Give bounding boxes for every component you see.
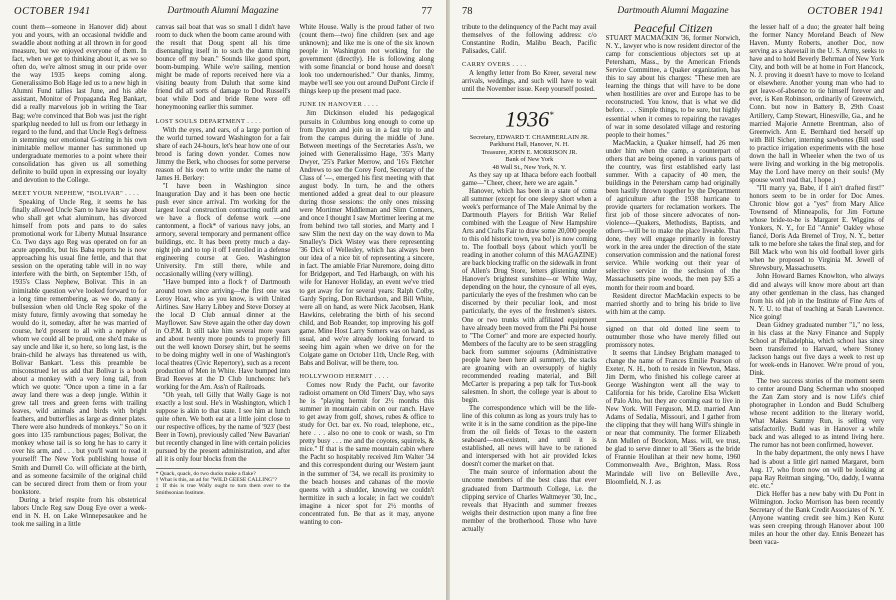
section-heading: HOLLYWOOD HERMIT . . . . [299, 372, 389, 380]
left-column-3 [299, 24, 434, 596]
paragraph: A lengthy letter from Bo Kreer, several new arrivals, weddings, and such will have to wait until the November issue. Keep yourself posted. [462, 70, 597, 94]
section-heading: JUNE IN HANOVER . . . . [299, 101, 379, 109]
right-column-3 [749, 24, 884, 596]
section-heading: CARRY OVERS . . . . [462, 61, 527, 69]
page-number: 78 [462, 6, 473, 17]
class-officers [462, 134, 597, 172]
paragraph: MacMackin, a Quaker himself, had 26 men under him when the camp, a counterpart of others that are being opened in various parts of the country, was first established early last summer. With a capacity of 40 men, the buildings in the Petersham camp had originally been hastily thrown together by the Department of agriculture after the 1938 hurricane to provide quarters for reclamation workers. The first job of those sincere advocates of non-violence—Quakers, Methodists, Baptists, and others—will be to make the place liveable. That done, they will engage primarily in forestry work in the area under the direction of the state conservation commission and the national forest service. While working out their year of selective service in the seclusion of the Massachusetts pine woods, the men pay $35 a month for their room and board. [605, 139, 741, 292]
magazine-name: Dartmouth Alumni Magazine [617, 6, 729, 16]
paragraph: Dick Heffer has a new baby with Du Pont in Wilmington. Jocko Morrison has been recently Secretary of the Bank Credit Associates of N. Y. (Anyone wanting credit see him.) Ken Kunz was seen creeping through Hanover about 100 miles an hour the other day. Ennis Benezet has been vaca- [749, 490, 885, 546]
issue-date: OCTOBER 1941 [14, 6, 91, 17]
treasurer-line: Treasurer, JOHN E. MORRISON JR. [481, 148, 578, 156]
treasurer-address: 48 Wall St., New York, N. Y. [492, 164, 567, 172]
left-column-2 [156, 24, 291, 596]
paragraph: "Oh yeah, tell Gilly that Wally Gage is not exactly a lost soul. He's in Washington, which I suppose is akin to that state. I see him at lunch quite often. We both eat at a little joint close to our respective offices, by the name of '923' (best Beer in Town), previously called 'New Bavarian' but recently changed in line with certain policies pursued by the present administration, and after all it is only four blocks from the [155, 392, 291, 464]
paragraph: White House. Wally is the proud father of two (count them—two) fine children (sex and age unknown); and like me is one of the six known people in Washington not working for the government (directly). He is following along with some financial or bond house and doesn't look too undernourished." Our thanks, Jimmy, maybe we'll see you out around DuPont Circle if things keep up the present mad pace. [299, 24, 435, 96]
paragraph: STUART MACMACKIN '36, former Norwich, N. Y., lawyer who is now resident director of the camp for conscientious objectors set up at Petersham, Mass., by the American Friends Service Committee, a Quaker organization, has this to say about his charges: "These men are learning the things that will have to be done when hostilities are over and Europe has to be reconstructed. You know, that is what we did before. . . . Simple things, to be sure, but highly essential when it comes to repairing the ravages of war in some desolated village and restoring people to their homes." [605, 35, 741, 139]
left-page-columns [12, 24, 434, 596]
footnote-1: * Quack, quack, do two ducks make a flake? [155, 470, 256, 477]
paragraph: John Howard Barnes Knowlton, who always did and always will know more about art than any other gentleman in the class, has changed from his old job in the Institute of Fine Arts of N. Y. U. to that of teaching at Sarah Lawrence. Nice going! [749, 273, 885, 321]
right-page-columns [462, 24, 884, 596]
class-year: 1936 [505, 106, 550, 132]
paragraph: "I'll marry ya, Babe, if I ain't drafted first!" honors seem to be in order for Doc Ames. Chronic blow got a "yes" from Mary Alice Townsend of Minneapolis, for Jim Fortune whose bride-to-be is Margaret E. Wiggins of Yonkers, N. Y., for Ed "Annie" Oakley whose fiancé, Doris Ada Bremel of Troy, N. Y., better talk to me before she takes the final step, and for Bill Mack who won his old football lover girls when he proposed to Virginia M. Jewell of Shrewsbury, Massachusetts. [749, 184, 885, 273]
paragraph: canvas sail boat that was so small I didn't have room to duck when the boom came around with the result that Doug spent all his time disentangling itself in to such the damn thing bounce off my bean." Sounds like good sport, boom-bumping. While we're sailing, mention might be made of reports received here via a visiting beauty from Duluth that some kind friend did all sorts of damage to Dod Russell's boat while Dod and bride Rene were off honeymooning earlier this summer. [155, 24, 291, 112]
page-number: 77 [421, 6, 432, 17]
paragraph: With the eyes, and ears, of a large portion of the world turned toward Washington for a fair share of each 24-hours, let's hear how one of our brood is faring down yonder. Comes now Jimmy the Berk, who chooses for some perverse reason of his own to write under the name of James H. Berkey: [155, 126, 291, 182]
paragraph: As they say up at Ithaca before each football game—"Cheer, cheer, here we are again." [462, 171, 597, 187]
secretary-line: Secretary, EDWARD T. CHAMBERLAIN JR. [469, 133, 589, 141]
left-column-1 [12, 24, 147, 596]
class-year-heading [462, 103, 597, 131]
section-heading: MEET YOUR NEPHEW, "BOLIVAR" . . . . [12, 189, 140, 197]
secretary-address: Parkhurst Hall, Hanover, N. H. [489, 141, 569, 149]
divider [462, 98, 597, 99]
paragraph: The correspondence which will be the life-line of this column as long as yours truly has to write it is in the same condition as the pipe-line from the oil fields of Texas to the eastern seaboard—non-existent, and until it is established, all news will have to be rationed and interspersed with hot air provided Ickes doesn't corner the market on that. [462, 405, 597, 469]
issue-date: OCTOBER 1941 [807, 6, 884, 17]
paragraph: Hanover, which has been in a state of coma all summer (except for one sleepy short when a week's performance of The Male Animal by the Dartmouth Players for British War Relief combined with the League of New Hampshire Arts and Crafts Fair to draw some 20,000 people to this old historic town, yea bo!) is now coming to. The football boys (about which you'll be reading in another column of this MAGAZINE) are back blocking traffic on the sidewalk in front of Allen's Drug Store, letters glistening under Hanover's brightest sunshine—or White Way, depending on the hour, the cynosure of all eyes, particularly the eyes of the freshmen who can be discerned by their peculiar look, and most particularly, the eyes of the freshmen's sisters. One or two trunks with affiliated equipment have already been moved from the Phi Psi house to "The Corner" and more are expected hourly. Members of the faculty are to be seen straggling back from summer sojourns (Administrative people have been here all summer), the stacks are groaning with an oversupply of highly recommended reading material, and Bill McCarter is preparing a pep talk for Tux-book salesmen. In short, the college year is about to begin. [462, 187, 597, 404]
paragraph: "Have bumped into a flock† of Dartmouth around town since arriving—the first one was Leroy Hoar, who as you know, is with United Airlines. Saw Harry Libbey and Steve Dorsey at the local D Club annual dinner at the Mayflower. Saw Steve again the other day down in O.P.M. It still take him several more years and about twenty more pounds to properly fill out the well known Dorsey shirt, but he seems to be doing mighty well in one of Washington's local theatres (Civic Repertory), such as a recent production of Men in White. Have bumped into Brad Reeves at the D Club luncheons: he's working for the Am. Ass'n of Railroads. [155, 279, 291, 392]
paragraph: the lesser half of a duo; the greater half being the former Nancy Moreland Beach of New Haven. Munty Roberts, another Doc, now serving as a shavetail in the U. S. Army, seeks to have and to hold Beverly Behrman of New York City, and both will be at home in Fort Hancock, N. J. proving it doesn't have to move to Iceland or elsewhere. Another young man who had to get leave-of-absence to tie himself forever and ever, is Ken Robinson, ordinarily of Greenwich, Conn. but now in Battery B, 29th Coast Artillery, Camp Stewart, Hinesville, Ga., and he married Majorie Annette Brentman, also of Greenwich. Ann E. Bernhard tied herself up with Bill Sicher, interning sawbones (Bill used to practice irrigation experiments with the hose down the hall in Wheeler when the two of us were living and working in the big metropolis. May the Lord have mercy on their souls! (My spouse won't read that, I hope.) [749, 24, 885, 184]
paragraph: Resident director MacMackin expects to be married shortly and to bring his bride to live with him at the camp. [605, 292, 741, 316]
footnote-3: ‡ If this is true Wally ought to turn them over to the Smithsonian Institute. [155, 483, 291, 496]
divider [606, 321, 741, 322]
magazine-name: Dartmouth Alumni Magazine [167, 6, 279, 16]
class-year-mark: * [549, 110, 554, 121]
paragraph: Jim Dickinson eluded his pedagogical pursuits in Columbus long enough to come up from Dayton and join us in a fast trip to and from the campus during the middle of June. Between meetings of the Secretaries Ass'n, we joined with Generalissimo Hage, '35's Marty Dwyer, '25's Parker Merrow, and '16's Fletcher Andrews to see the Corey Ford, Secretary of the Class of '—, emerged his first meeting with that august body. In turn, he and the others mentioned added a great deal to our pleasure during those sessions: the only ones missing were Mortimer Middleman and Slim Conners, and once I thought I saw Mortimer leering at me from behind two tall stories, and Marty and I saw Slim the next day on the way down to Ma Smalley's Dick Wistey was there representing '36 Dick of Wellesley, which has always been our idea of a nice bit of representing a sincere, in fact. The amiable Friar Nuremore, doing ditto for Bridgeport, and Ted Harbaugh, on with his wife for Hanover Holiday, an event we've tried to get away for for several years: Ralph Colby, Gardy Spring, Don Richardson, and Bill White, were all on hand, as were Nick Jacobsen, Hank Hawkins, celebrating the birth of his second child, and Bob Reander, top improving his golf game. Mine Host Larry Somers was on hand, as usual, and we're already looking forward to seeing him again when we drive on for the Colgate game on October 11th, Uncle Reg, with Babs and Bolivar, will be there, too. [299, 110, 435, 367]
footnote [156, 468, 291, 497]
right-column-2 [606, 24, 741, 596]
paragraph: Speaking of Uncle Reg, it seems he has finally allowed Uncle Sam to have his say about who shall get what aluminum, has divorced himself from pots and pans to do sales promotional work for Liberty Mutual Insurance Co. Two days ago Reg was operated on for an acute appendix, but his Baba reports he is now approaching his usual fine fettle, and that that session on the operating table will in no way interfere with the birth, on September 15th, of 1935's Class Nephew, Bolivar. This in an inimitable question we've looked forward to for a long time remembering, as we do, many a bullsession when old Uncle Reg spoke of the misty future, firmly avowing that someday he would do it, someday, after he was married of course, he'd present to all with a nephew of whom we could all be proud, one she'd make us say uncle and like it, so here, so long last, is the brain-child he always has threatened us with, Bolivar Bankart. 'Less this preamble be misconstrued let us add that Bolivar is a book about a monkey with a very long tail, from which we quote: "Once upon a time in a far away land there was a deep jungle. Within it grew tall trees and green ferns with trailing leaves, wild animals and birds with bright feathers, and butterflies as large as dinner plates. There were also hundreds of monkeys." So on it goes into 135 rambunctious pages; Bolivar, the monkey whose tail is so long he has to carry it over his arm, and . . . but you'll want to read it yourself! The New York publishing house of Smith and Durrell Co. will officiate at the birth, and as someone facsimile of the original child can be secured direct from them or from your bookstore. [12, 198, 147, 496]
paragraph: Dean Gidney graduated number "1," no less, in his class at the Navy Finance and Supply School at Philadelphia, which school has since been transferred to Harvard, where Stoney Jackson hangs out five days a week to rest up for week-ends in Hanover. We're proud of you, Dink. [749, 321, 885, 378]
feature-title: Peaceful Citizen [633, 24, 713, 35]
paragraph: tribute to the delinquency of the Pacht may avail themselves of the following address: c/o Constantine Rodin, Malibu Beach, Pacific Palisades, Calif. [462, 24, 597, 56]
footnote-2: † What is this, an ad for "WILD GEESE CALLING"? [155, 476, 277, 483]
paragraph: It seems that Lindsey Brigham managed to change the name of Frances Emilie Pearson of Exeter, N. H., both to reside in Newton, Mass. Jim Derm, who finished his college career at George Washington went all the way to California for his bride, Caroline Elsa Wickett of Palo Alto, but they are coming east to live in New York. Will Ferguson, M.D. married Ann Adams of Sedalia, Missouri, and I gather from the clipping that they will hang Will's shingle in or near that community. The former Elizabeth Ann Mullen of Brockton, Mass. will, we trust, be glad to serve dinner to all '36ers as the bride of Frannie Houlihan at their new home, 1960 Commonwealth Ave., Brighton, Mass. Ross Marindale will live on Belleville Ave., Bloomfield, N. J. as [605, 349, 741, 486]
paragraph: count them—someone in Hanover did) about you and yours, with an occasional twiddle and swaddle about nothing at all thrown in for good measure, but we enjoyed everyone of them. In fact, when we get to thinking about it, as we so often do, we're almost smug in our pride over the way 1935 keeps coming along. Generalissimo Bob Hage led us to a new high in Alumni Fund tallies last June, and his able assistant, Monitor of Propaganda Reg Bankart, did a really marvelous job in writing the Tear Bag; we're convinced that Bob was just the right sparkplug needed to lull us from our lethargy in regard to the fund, and that Uncle Reg's deftness in stemming our emotional G-string in his own inimitable mellow manner has summoned up undergraduate memories to a point where their consolidation has given us all something definite to build upon in expressing our loyalty and devotion to the College. [12, 24, 147, 184]
paragraph: The main source of information about the uncome members of the best class that ever graduated from Dartmouth College, i.e. the clipping service of Charles Waltmeyer '30, Inc., reveals that Hyacinth and summer freezes weighs their destruction upon many a fine free member of the brotherhood. Those who have actually [462, 469, 597, 533]
paragraph: During a brief respite from his obstetrical labors Uncle Reg saw Doug Eye over a week-end in N. H. on Lake Winnepesaukee and he took me sailing in a little [12, 496, 147, 528]
paragraph: The two success stories of the moment seem to center around Dang Scherman who snooped the Zan Zam story and is now Life's chief photographer in London and Budd Schulberg whose recent addition to the literary world, What Makes Sammy Run, is selling very satisfactorily. Budd was in Hanover a while back and was alleged to as intend living here. The rumor has not been confirmed, however. [749, 378, 885, 450]
paragraph: "I have been in Washington since Inauguration Day and it has been one hectic push ever since arrival. I'm working for the largest local construction contracting outfit and we have a flock of defense work —one cantonment, a flock* of various navy jobs, an armory, several temporary and permanent office buildings, etc. It has been pretty much a day-night job and to top it off I enrolled in a defense engineering course at Geo. Washington University. I'm still there, while and occasionally willing (very willing). [155, 182, 291, 279]
right-column-1 [462, 24, 597, 596]
paragraph: signed on that old dotted line seem to outnumber those who have merely filled out promissory notes. [605, 325, 741, 349]
paragraph: In the baby department, the only news I have had is about a little girl named Margaret, born Aug. 17, who from now on will be looking at papa Ray Reitman singing, "Oo, daddy, I wanna etc. etc." [749, 450, 885, 490]
section-heading: LOST SOULS DEPARTMENT . . . . [155, 117, 262, 125]
paragraph: Comes now Rudy the Pacht, our favorite radioist ornament on Old Timers' Day, who says he is "playing hermit for 2½ months this summer in mountain cabin on our ranch. Have to get away from golf, shows, rubes & office to study for Oct. bar ex. No road, telephone, etc., here . . . also no one to cook or wash, so I'm pretty busy . . . me and the coyotes, squirrels, & mice." If that is the same mountain cabin where the Pacht so hospitably received Jim Walter '34 and this correspondent during our Western jaunt in the summer of '34, we recall its proximity to the beach houses and cabanas of the movie queens with a shudder, knowing we couldn't hermitize in such a locale; in fact we couldn't imagine a nicer spot for 2½ months of concentrated fun. Be that as it may, anyone wanting to con- [299, 382, 435, 526]
right-page [450, 0, 896, 600]
treasurer-bank: Bank of New York [505, 156, 554, 164]
left-page [0, 0, 446, 600]
